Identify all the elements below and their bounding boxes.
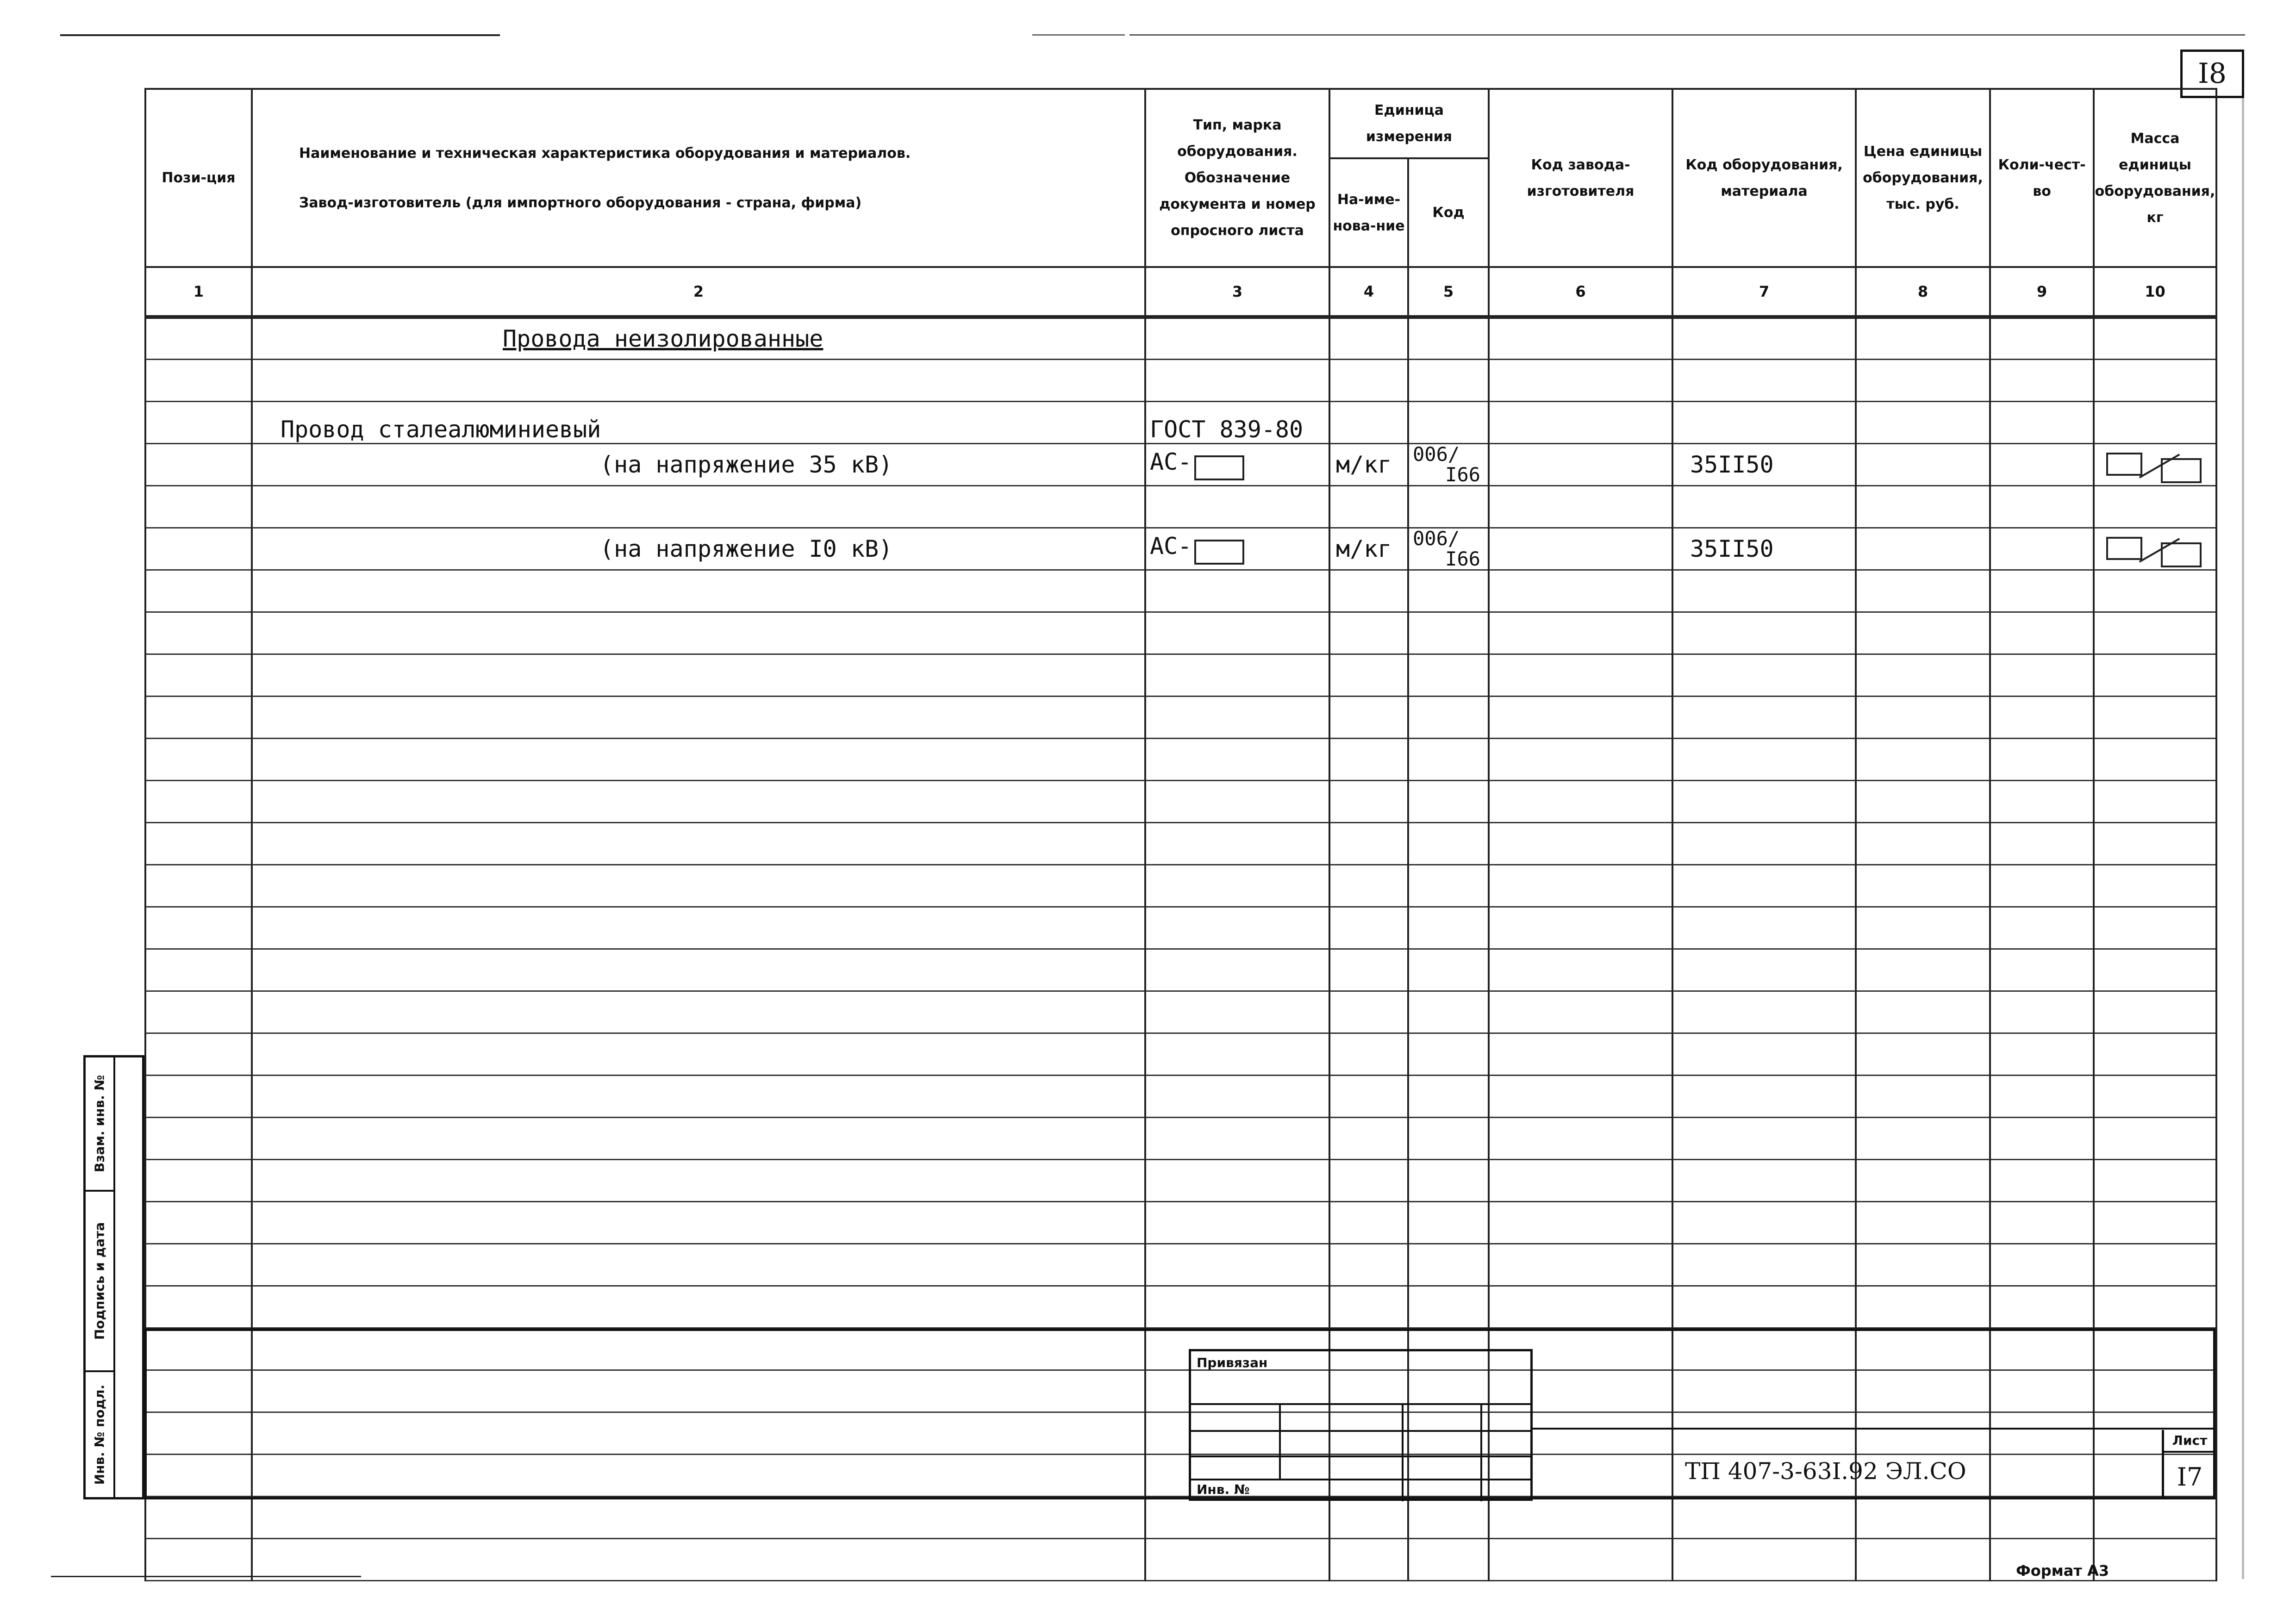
table-row — [145, 1286, 2216, 1328]
col-num-4: 4 — [1329, 267, 1408, 317]
table-row — [145, 612, 2216, 654]
col-num-7: 7 — [1672, 267, 1856, 317]
document-code: ТП 407-3-63I.92 ЭЛ.СО — [1685, 1458, 1966, 1485]
row2-unit-code — [1408, 528, 1489, 570]
header-plant-code: Код завода-изготовителя — [1489, 89, 1672, 267]
header-unit: Единица измерения — [1329, 89, 1489, 158]
header-position: Пози-ция — [145, 89, 252, 267]
table-row — [145, 907, 2216, 949]
header-quantity: Коли-чест-во — [1990, 89, 2094, 267]
table-row — [145, 696, 2216, 738]
table-row — [145, 443, 2216, 485]
right-edge-line — [2242, 98, 2244, 1579]
column-number-row — [145, 267, 2216, 317]
row1-unit-code — [1408, 443, 1489, 485]
table-row — [145, 570, 2216, 612]
col-num-5: 5 — [1408, 267, 1489, 317]
header-name-line2: Завод-изготовитель (для импортного оборудования - страна, фирма) — [299, 194, 862, 211]
header-type: Тип, марка оборудования. Обозначение документа и номер опросного листа — [1145, 89, 1329, 267]
bottom-left-line — [51, 1576, 361, 1577]
table-row — [145, 1496, 2216, 1538]
row2-equipment-code: 35II50 — [1690, 535, 1774, 562]
col-num-3: 3 — [1145, 267, 1329, 317]
header-equipment-code: Код оборудования, материала — [1672, 89, 1856, 267]
table-row — [145, 1201, 2216, 1244]
header-unit-name: На-име-нова-ние — [1329, 158, 1408, 267]
sheet-number-box — [2162, 1430, 2215, 1499]
table-row — [145, 864, 2216, 907]
row1-type: АС- — [1150, 448, 1192, 476]
top-border-line — [60, 34, 500, 36]
row1-code-denominator: I66 — [1445, 463, 1481, 486]
table-row — [145, 991, 2216, 1033]
binding-stamp — [1189, 1349, 1533, 1501]
side-vzam: Взам. инв. № — [86, 1057, 113, 1192]
table-row — [145, 485, 2216, 528]
top-border-line-right — [1129, 34, 2245, 36]
row1-description: (на напряжение 35 кВ) — [600, 451, 893, 478]
table-row — [145, 1075, 2216, 1117]
stamp-privyazan: Привязан — [1197, 1355, 1268, 1370]
col-num-2: 2 — [252, 267, 1145, 317]
title-block-line — [1533, 1428, 2215, 1430]
table-row — [145, 822, 2216, 864]
row2-type: АС- — [1150, 533, 1192, 560]
section-title: Провода неизолированные — [503, 325, 824, 352]
side-podpis: Подпись и дата — [86, 1192, 113, 1372]
row1-mass-blank — [2094, 443, 2216, 485]
table-row — [145, 654, 2216, 696]
row1-unit: м/кг — [1336, 451, 1392, 478]
header-name-line1: Наименование и техническая характеристика оборудования и материалов. — [299, 145, 911, 162]
col-num-10: 10 — [2094, 267, 2216, 317]
row1-type-blank-box — [1194, 455, 1244, 480]
sheet-corner-number: I8 — [2180, 50, 2244, 98]
row2-type-blank-box — [1194, 540, 1244, 565]
side-inv-podl: Инв. № подл. — [92, 1384, 107, 1485]
table-row — [145, 1244, 2216, 1286]
table-row — [145, 317, 2216, 359]
header-unit-code: Код — [1408, 158, 1489, 267]
header-name — [252, 89, 1145, 267]
row2-code-numerator: 006/ — [1413, 527, 1460, 550]
stamp-inv-no: Инв. № — [1197, 1482, 1250, 1497]
table-row — [145, 780, 2216, 822]
side-stamp — [83, 1055, 144, 1499]
row2-mass-blank — [2094, 528, 2216, 570]
row1-equipment-code: 35II50 — [1690, 451, 1774, 478]
col-num-9: 9 — [1990, 267, 2094, 317]
col-num-6: 6 — [1489, 267, 1672, 317]
header-mass: Масса единицы оборудования, кг — [2094, 89, 2216, 267]
format-label: Формат А3 — [2016, 1562, 2109, 1579]
col-num-1: 1 — [145, 267, 252, 317]
table-row — [145, 1117, 2216, 1159]
row2-code-denominator: I66 — [1445, 547, 1481, 570]
sheet-label: Лист — [2164, 1430, 2215, 1453]
header-price: Цена единицы оборудования, тыс. руб. — [1856, 89, 1990, 267]
row2-unit: м/кг — [1336, 535, 1392, 562]
table-row — [145, 1538, 2216, 1580]
table-row — [145, 1159, 2216, 1201]
row2-description: (на напряжение I0 кВ) — [600, 535, 893, 562]
table-row — [145, 528, 2216, 570]
header-row — [145, 89, 2216, 158]
item-standard: ГОСТ 839-80 — [1150, 416, 1304, 443]
sheet-number: I7 — [2177, 1462, 2203, 1492]
row1-code-numerator: 006/ — [1413, 442, 1460, 466]
table-row — [145, 359, 2216, 401]
table-row — [145, 949, 2216, 991]
table-row — [145, 1033, 2216, 1075]
col-num-8: 8 — [1856, 267, 1990, 317]
table-row — [145, 738, 2216, 780]
item-name: Провод сталеалюминиевый — [281, 416, 601, 443]
table-row — [145, 401, 2216, 443]
top-border-line-dashed — [1032, 34, 1125, 36]
